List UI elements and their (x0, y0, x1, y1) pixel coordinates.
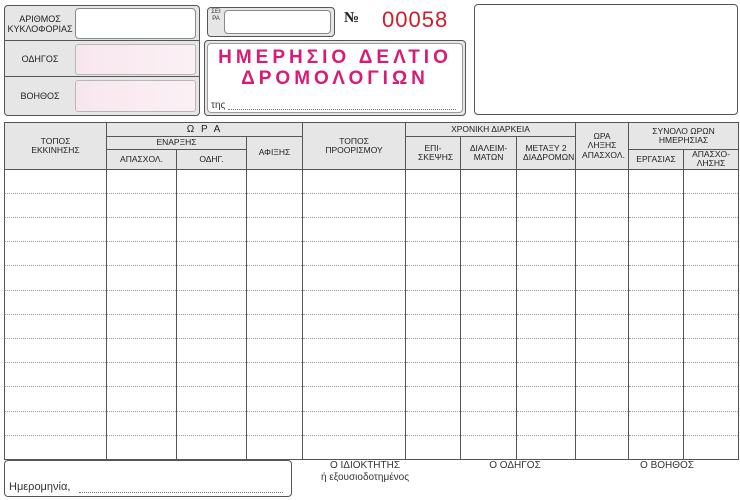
table-cell[interactable] (461, 266, 517, 290)
col-work: ΕΡΓΑΣΙΑΣ (629, 150, 684, 170)
table-cell[interactable] (247, 169, 303, 193)
table-cell[interactable] (107, 411, 177, 435)
table-cell[interactable] (461, 339, 517, 363)
table-cell[interactable] (576, 363, 629, 387)
col-start-location: ΤΟΠΟΣ ΕΚΚΙΝΗΣΗΣ (5, 123, 107, 170)
table-cell[interactable] (406, 266, 461, 290)
table-cell[interactable] (517, 435, 576, 459)
table-cell[interactable] (303, 266, 406, 290)
table-cell[interactable] (177, 242, 247, 266)
table-cell[interactable] (177, 339, 247, 363)
table-cell[interactable] (576, 411, 629, 435)
table-cell[interactable] (517, 266, 576, 290)
owner-signature-label (300, 460, 430, 484)
table-cell[interactable] (684, 169, 739, 193)
table-cell[interactable] (177, 435, 247, 459)
table-cell[interactable] (247, 266, 303, 290)
table-cell[interactable] (177, 290, 247, 314)
col-time-group: Ω Ρ Α (107, 123, 303, 137)
table-cell[interactable] (303, 290, 406, 314)
table-cell[interactable] (5, 169, 107, 193)
assistant-signature-label: Ο ΒΟΗΘΟΣ (640, 460, 694, 471)
routes-table-body (5, 169, 739, 459)
table-cell[interactable] (247, 339, 303, 363)
table-cell[interactable] (576, 193, 629, 217)
table-cell[interactable] (517, 169, 576, 193)
table-cell[interactable] (5, 218, 107, 242)
table-cell[interactable] (684, 290, 739, 314)
table-cell[interactable] (303, 314, 406, 338)
table-row (5, 290, 739, 314)
date-of-label: της (211, 100, 226, 111)
date-field[interactable] (79, 492, 283, 493)
table-cell[interactable] (517, 290, 576, 314)
table-row (5, 387, 739, 411)
table-cell[interactable] (629, 435, 684, 459)
table-cell[interactable] (107, 290, 177, 314)
table-cell[interactable] (684, 363, 739, 387)
table-cell[interactable] (461, 314, 517, 338)
driver-field[interactable] (75, 44, 196, 75)
series-box (207, 7, 335, 37)
table-cell[interactable] (517, 387, 576, 411)
col-employment: ΑΠΑΣΧΟΛ. (107, 150, 177, 170)
table-cell[interactable] (684, 266, 739, 290)
table-cell[interactable] (629, 314, 684, 338)
table-cell[interactable] (461, 290, 517, 314)
table-row (5, 218, 739, 242)
col-end-time: ΩΡΑ ΛΗΞΗΣ ΑΠΑΣΧΟΛ. (576, 123, 629, 170)
table-cell[interactable] (461, 218, 517, 242)
table-cell[interactable] (303, 435, 406, 459)
table-cell[interactable] (177, 193, 247, 217)
table-cell[interactable] (461, 169, 517, 193)
table-cell[interactable] (576, 435, 629, 459)
table-cell[interactable] (107, 266, 177, 290)
table-cell[interactable] (406, 387, 461, 411)
table-cell[interactable] (247, 435, 303, 459)
assistant-label: ΒΟΗΘΟΣ (20, 90, 60, 101)
col-start-group: ΕΝΑΡΞΗΣ (107, 137, 247, 150)
table-cell[interactable] (247, 193, 303, 217)
table-cell[interactable] (5, 411, 107, 435)
table-cell[interactable] (247, 387, 303, 411)
table-cell[interactable] (629, 290, 684, 314)
table-cell[interactable] (517, 339, 576, 363)
date-box (4, 460, 292, 497)
table-cell[interactable] (461, 363, 517, 387)
table-row (5, 363, 739, 387)
table-cell[interactable] (303, 411, 406, 435)
table-row (5, 411, 739, 435)
table-cell[interactable] (461, 411, 517, 435)
table-cell[interactable] (107, 339, 177, 363)
table-cell[interactable] (5, 339, 107, 363)
table-cell[interactable] (107, 218, 177, 242)
document-number: 00058 (382, 7, 449, 32)
table-cell[interactable] (576, 290, 629, 314)
table-cell[interactable] (177, 387, 247, 411)
owner-title: Ο ΙΔΙΟΚΤΗΤΗΣ (329, 460, 401, 471)
date-of-field[interactable] (228, 109, 456, 110)
driver-signature-label: Ο ΟΔΗΓΟΣ (489, 460, 541, 471)
table-cell[interactable] (406, 363, 461, 387)
table-cell[interactable] (576, 339, 629, 363)
table-cell[interactable] (5, 266, 107, 290)
table-cell[interactable] (303, 339, 406, 363)
table-cell[interactable] (461, 193, 517, 217)
table-row (5, 314, 739, 338)
table-cell[interactable] (629, 193, 684, 217)
table-cell[interactable] (247, 411, 303, 435)
table-cell[interactable] (629, 387, 684, 411)
table-cell[interactable] (177, 169, 247, 193)
table-cell[interactable] (303, 218, 406, 242)
table-cell[interactable] (107, 242, 177, 266)
col-occupation: ΑΠΑΣΧΟ- ΛΗΣΗΣ (684, 150, 739, 170)
series-label: ΣΕΙΡΑ (211, 9, 221, 22)
table-row (5, 435, 739, 459)
table-cell[interactable] (247, 314, 303, 338)
table-cell[interactable] (684, 435, 739, 459)
table-cell[interactable] (5, 435, 107, 459)
table-row (5, 169, 739, 193)
owner-subtitle: ή εξουσιοδοτημένος (320, 472, 410, 483)
form-title-line1: ΗΜΕΡΗΣΙΟ ΔΕΛΤΙΟ (218, 47, 452, 68)
table-cell[interactable] (576, 218, 629, 242)
table-row (5, 193, 739, 217)
assistant-field[interactable] (75, 80, 196, 112)
table-cell[interactable] (177, 218, 247, 242)
table-cell[interactable] (461, 387, 517, 411)
table-cell[interactable] (406, 242, 461, 266)
table-cell[interactable] (177, 363, 247, 387)
col-destination: ΤΟΠΟΣ ΠΡΟΟΡΙΣΜΟΥ (303, 123, 406, 170)
table-cell[interactable] (303, 387, 406, 411)
table-cell[interactable] (247, 290, 303, 314)
table-cell[interactable] (629, 363, 684, 387)
table-cell[interactable] (5, 314, 107, 338)
table-cell[interactable] (5, 387, 107, 411)
table-cell[interactable] (629, 169, 684, 193)
table-cell[interactable] (629, 339, 684, 363)
table-cell[interactable] (517, 411, 576, 435)
header-fields-panel (4, 5, 200, 116)
table-cell[interactable] (517, 193, 576, 217)
col-breaks: ΔΙΑΛΕΙΜ- ΜΑΤΩΝ (461, 137, 517, 170)
table-cell[interactable] (406, 193, 461, 217)
table-cell[interactable] (684, 314, 739, 338)
table-cell[interactable] (629, 242, 684, 266)
table-cell[interactable] (107, 387, 177, 411)
table-cell[interactable] (461, 242, 517, 266)
form-title (207, 48, 463, 90)
table-cell[interactable] (684, 387, 739, 411)
table-cell[interactable] (5, 193, 107, 217)
table-cell[interactable] (5, 290, 107, 314)
table-cell[interactable] (684, 411, 739, 435)
table-cell[interactable] (107, 314, 177, 338)
table-cell[interactable] (406, 339, 461, 363)
col-duration-group: ΧΡΟΝΙΚΗ ΔΙΑΡΚΕΙΑ (406, 123, 576, 137)
table-cell[interactable] (177, 314, 247, 338)
table-cell[interactable] (629, 218, 684, 242)
table-cell[interactable] (517, 218, 576, 242)
header-divider (4, 76, 200, 77)
number-sign: № (344, 10, 360, 26)
date-label: Ημερομηνία, (9, 481, 71, 493)
table-cell[interactable] (303, 242, 406, 266)
table-cell[interactable] (576, 242, 629, 266)
table-cell[interactable] (406, 169, 461, 193)
series-field[interactable] (224, 10, 331, 34)
table-cell[interactable] (576, 387, 629, 411)
stamp-box[interactable] (474, 4, 738, 115)
table-cell[interactable] (303, 169, 406, 193)
col-arrival: ΑΦΙΞΗΣ (247, 137, 303, 170)
table-cell[interactable] (247, 218, 303, 242)
table-cell[interactable] (177, 411, 247, 435)
header-divider (4, 40, 200, 41)
col-driver: ΟΔΗΓ. (177, 150, 247, 170)
table-cell[interactable] (517, 242, 576, 266)
table-cell[interactable] (5, 363, 107, 387)
table-cell[interactable] (303, 363, 406, 387)
table-row (5, 266, 739, 290)
table-cell[interactable] (5, 242, 107, 266)
license-plate-label: ΑΡΙΘΜΟΣ ΚΥΚΛΟΦΟΡΙΑΣ (7, 13, 73, 34)
table-row (5, 339, 739, 363)
license-plate-field[interactable] (75, 8, 196, 39)
table-cell[interactable] (107, 169, 177, 193)
table-cell[interactable] (517, 314, 576, 338)
table-cell[interactable] (684, 193, 739, 217)
table-cell[interactable] (107, 193, 177, 217)
table-cell[interactable] (517, 363, 576, 387)
table-cell[interactable] (247, 363, 303, 387)
table-cell[interactable] (684, 218, 739, 242)
table-cell[interactable] (461, 435, 517, 459)
table-cell[interactable] (684, 339, 739, 363)
table-cell[interactable] (406, 218, 461, 242)
table-cell[interactable] (684, 242, 739, 266)
table-cell[interactable] (576, 169, 629, 193)
col-between-routes: ΜΕΤΑΞΥ 2 ΔΙΑΔΡΟΜΩΝ (517, 137, 576, 170)
col-total-hours-group: ΣΥΝΟΛΟ ΩΡΩΝ ΗΜΕΡΗΣΙΑΣ (629, 123, 739, 150)
table-cell[interactable] (107, 435, 177, 459)
table-cell[interactable] (406, 290, 461, 314)
table-cell[interactable] (406, 411, 461, 435)
routes-table (4, 122, 739, 460)
table-cell[interactable] (629, 266, 684, 290)
table-cell[interactable] (406, 314, 461, 338)
table-cell[interactable] (107, 363, 177, 387)
table-cell[interactable] (177, 266, 247, 290)
table-cell[interactable] (406, 435, 461, 459)
table-cell[interactable] (247, 242, 303, 266)
table-cell[interactable] (576, 314, 629, 338)
driver-label: ΟΔΗΓΟΣ (21, 54, 59, 65)
table-cell[interactable] (629, 411, 684, 435)
table-cell[interactable] (303, 193, 406, 217)
table-row (5, 242, 739, 266)
table-cell[interactable] (576, 266, 629, 290)
form-title-line2: ΔΡΟΜΟΛΟΓΙΩΝ (241, 67, 429, 89)
col-visit: ΕΠΙ- ΣΚΕΨΗΣ (406, 137, 461, 170)
